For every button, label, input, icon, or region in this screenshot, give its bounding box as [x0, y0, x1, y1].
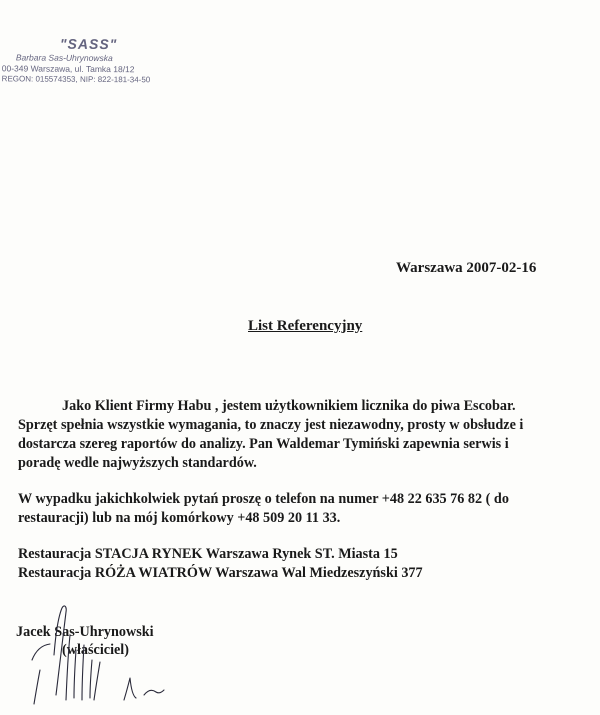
signatory-role: (właściciel)	[62, 642, 129, 658]
stamp-owner: Barbara Sas-Uhrynowska	[15, 52, 113, 64]
paragraph-2-line-1: W wypadku jakichkolwiek pytań proszę o telefon na numer +48 22 635 76 82 ( do	[18, 491, 509, 507]
restaurant-line-2: Restauracja RÓŻA WIATRÓW Warszawa Wal Miedzeszyński 377	[18, 565, 423, 581]
paragraph-2-line-2: restauracji) lub na mój komórkowy +48 509 20 11 33.	[18, 510, 341, 526]
stamp-address: 00-349 Warszawa, ul. Tamka 18/12	[1, 63, 135, 75]
stamp-brand: "SASS"	[59, 35, 118, 53]
letter-date: Warszawa 2007-02-16	[396, 260, 537, 276]
letter-title: List Referencyjny	[248, 318, 363, 334]
paragraph-1-line-4: poradę wedle najwyższych standardów.	[18, 455, 257, 471]
restaurant-line-1: Restauracja STACJA RYNEK Warszawa Rynek ST. Miasta 15	[18, 546, 398, 562]
signatory-name: Jacek Sas-Uhrynowski	[16, 624, 154, 640]
handwritten-signature	[12, 600, 212, 715]
company-stamp	[1, 35, 202, 85]
paragraph-1-line-1: Jako Klient Firmy Habu , jestem użytkownikiem licznika do piwa Escobar.	[62, 398, 516, 414]
paragraph-1-line-2: Sprzęt spełnia wszystkie wymagania, to znaczy jest niezawodny, prosty w obsłudze i	[18, 417, 524, 433]
stamp-ids: REGON: 015574353, NIP: 822-181-34-50	[1, 74, 151, 85]
paragraph-1-line-3: dostarcza szereg raportów do analizy. Pan Waldemar Tymiński zapewnia serwis i	[18, 436, 509, 452]
